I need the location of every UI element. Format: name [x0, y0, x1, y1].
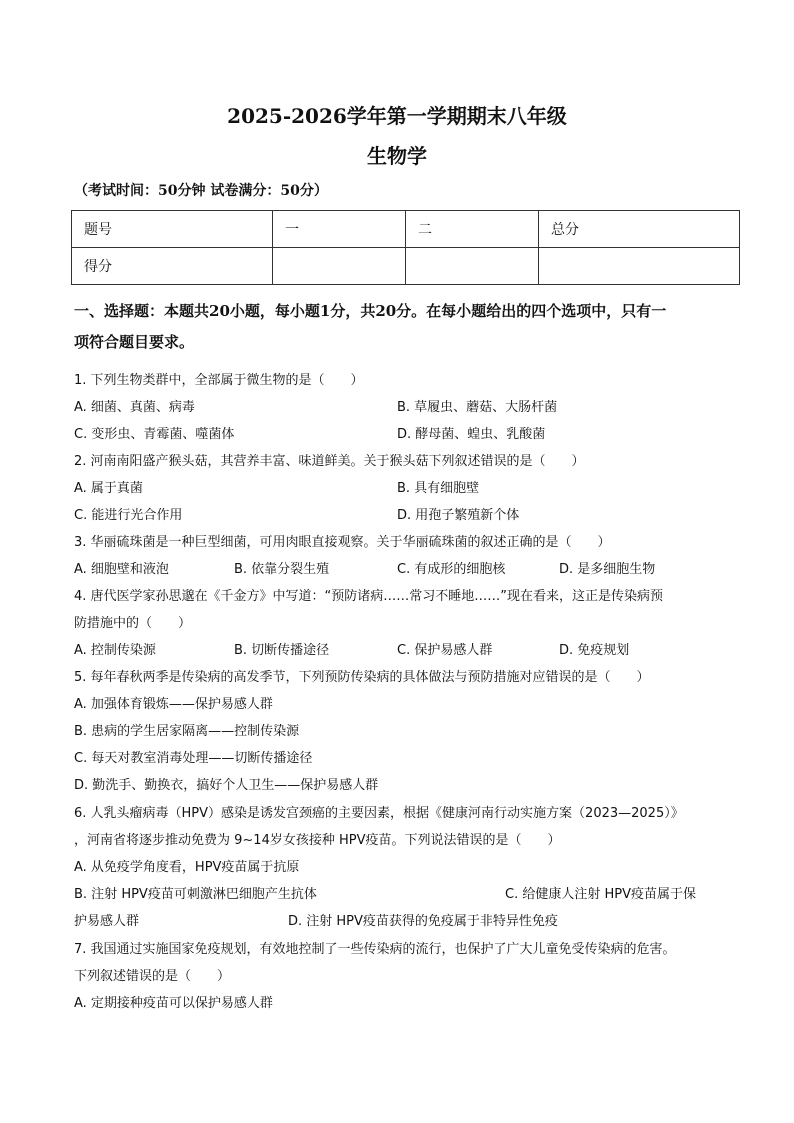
question-5-option-b: B. 患病的学生居家隔离——控制传染源 — [74, 724, 300, 739]
question-2-option-a: A. 属于真菌 — [74, 481, 143, 496]
paper-title: 2025-2026学年第一学期期末八年级 — [227, 104, 567, 128]
question-3-option-b: B. 依靠分裂生殖 — [234, 562, 330, 577]
question-5-option-c: C. 每天对教室消毒处理——切断传播途径 — [74, 751, 313, 766]
score-table-score-row — [72, 248, 740, 285]
score-cell-part-one: 一 — [273, 211, 406, 248]
question-3-option-c: C. 有成形的细胞核 — [397, 562, 506, 577]
question-6-stem-cont: ，河南省将逐步推动免费为 9~14岁女孩接种 HPV疫苗。下列说法错误的是（ ） — [74, 833, 561, 848]
question-6-option-c-cont: 护易感人群 — [74, 914, 140, 929]
score-cell-empty — [539, 248, 740, 285]
question-6-option-a: A. 从免疫学角度看，HPV疫苗属于抗原 — [74, 860, 300, 875]
question-5-stem: 5. 每年春秋两季是传染病的高发季节，下列预防传染病的具体做法与预防措施对应错误的是（ ） — [74, 670, 650, 685]
question-3-option-d: D. 是多细胞生物 — [559, 562, 656, 577]
question-2-stem: 2. 河南南阳盛产猴头菇，其营养丰富、味道鲜美。关于猴头菇下列叙述错误的是（ ） — [74, 454, 585, 469]
question-2-option-d: D. 用孢子繁殖新个体 — [397, 508, 520, 523]
question-4-stem: 4. 唐代医学家孙思邈在《千金方》中写道：“预防诸病……常习不睡地……”现在看来，这正是传染病预 — [74, 589, 664, 604]
question-3-stem: 3. 华丽硫珠菌是一种巨型细菌，可用肉眼直接观察。关于华丽硫珠菌的叙述正确的是（ ） — [74, 535, 611, 550]
question-4-option-d: D. 免疫规划 — [559, 643, 630, 658]
score-cell-empty — [406, 248, 539, 285]
question-1-stem: 1. 下列生物类群中，全部属于微生物的是（ ） — [74, 373, 364, 388]
question-1-option-d: D. 酵母菌、蝗虫、乳酸菌 — [397, 427, 546, 442]
score-cell-question-number: 题号 — [72, 211, 273, 248]
score-cell-total: 总分 — [539, 211, 740, 248]
question-1-option-c: C. 变形虫、青霉菌、噬菌体 — [74, 427, 235, 442]
score-cell-score-label: 得分 — [72, 248, 273, 285]
question-5-option-a: A. 加强体育锻炼——保护易感人群 — [74, 697, 273, 712]
question-4-option-a: A. 控制传染源 — [74, 643, 156, 658]
question-6-option-b: B. 注射 HPV疫苗可刺激淋巴细胞产生抗体 — [74, 887, 317, 902]
question-1-option-a: A. 细菌、真菌、病毒 — [74, 400, 195, 415]
question-3-option-a: A. 细胞壁和液泡 — [74, 562, 169, 577]
section-heading-line: 一、选择题：本题共20小题，每小题1分，共20分。在每小题给出的四个选项中，只有一 — [74, 302, 667, 320]
question-7-stem: 7. 我国通过实施国家免疫规划，有效地控制了一些传染病的流行，也保护了广大儿童免受传染病的危害。 — [74, 942, 676, 957]
score-table — [71, 210, 740, 285]
question-5-option-d: D. 勤洗手、勤换衣，搞好个人卫生——保护易感人群 — [74, 778, 379, 793]
question-4-stem-cont: 防措施中的（ ） — [74, 616, 192, 631]
question-4-option-c: C. 保护易感人群 — [397, 643, 493, 658]
section-heading — [74, 296, 734, 358]
section-heading-line: 项符合题目要求。 — [74, 333, 195, 351]
question-7-stem-cont: 下列叙述错误的是（ ） — [74, 969, 231, 984]
question-7-option-a: A. 定期接种疫苗可以保护易感人群 — [74, 996, 273, 1011]
question-4-option-b: B. 切断传播途径 — [234, 643, 330, 658]
score-table-header-row — [72, 211, 740, 248]
score-cell-part-two: 二 — [406, 211, 539, 248]
question-6-option-c: C. 给健康人注射 HPV疫苗属于保 — [505, 887, 696, 902]
score-cell-empty — [273, 248, 406, 285]
question-2-option-c: C. 能进行光合作用 — [74, 508, 183, 523]
question-6-option-d: D. 注射 HPV疫苗获得的免疫属于非特异性免疫 — [288, 914, 558, 929]
question-1-option-b: B. 草履虫、蘑菇、大肠杆菌 — [397, 400, 558, 415]
subject-title: 生物学 — [367, 144, 427, 168]
question-6-stem: 6. 人乳头瘤病毒（HPV）感染是诱发宫颈癌的主要因素，根据《健康河南行动实施方案（2023—2025）》 — [74, 806, 684, 821]
exam-info: （考试时间：50分钟 试卷满分：50分） — [74, 183, 328, 199]
question-2-option-b: B. 具有细胞壁 — [397, 481, 480, 496]
